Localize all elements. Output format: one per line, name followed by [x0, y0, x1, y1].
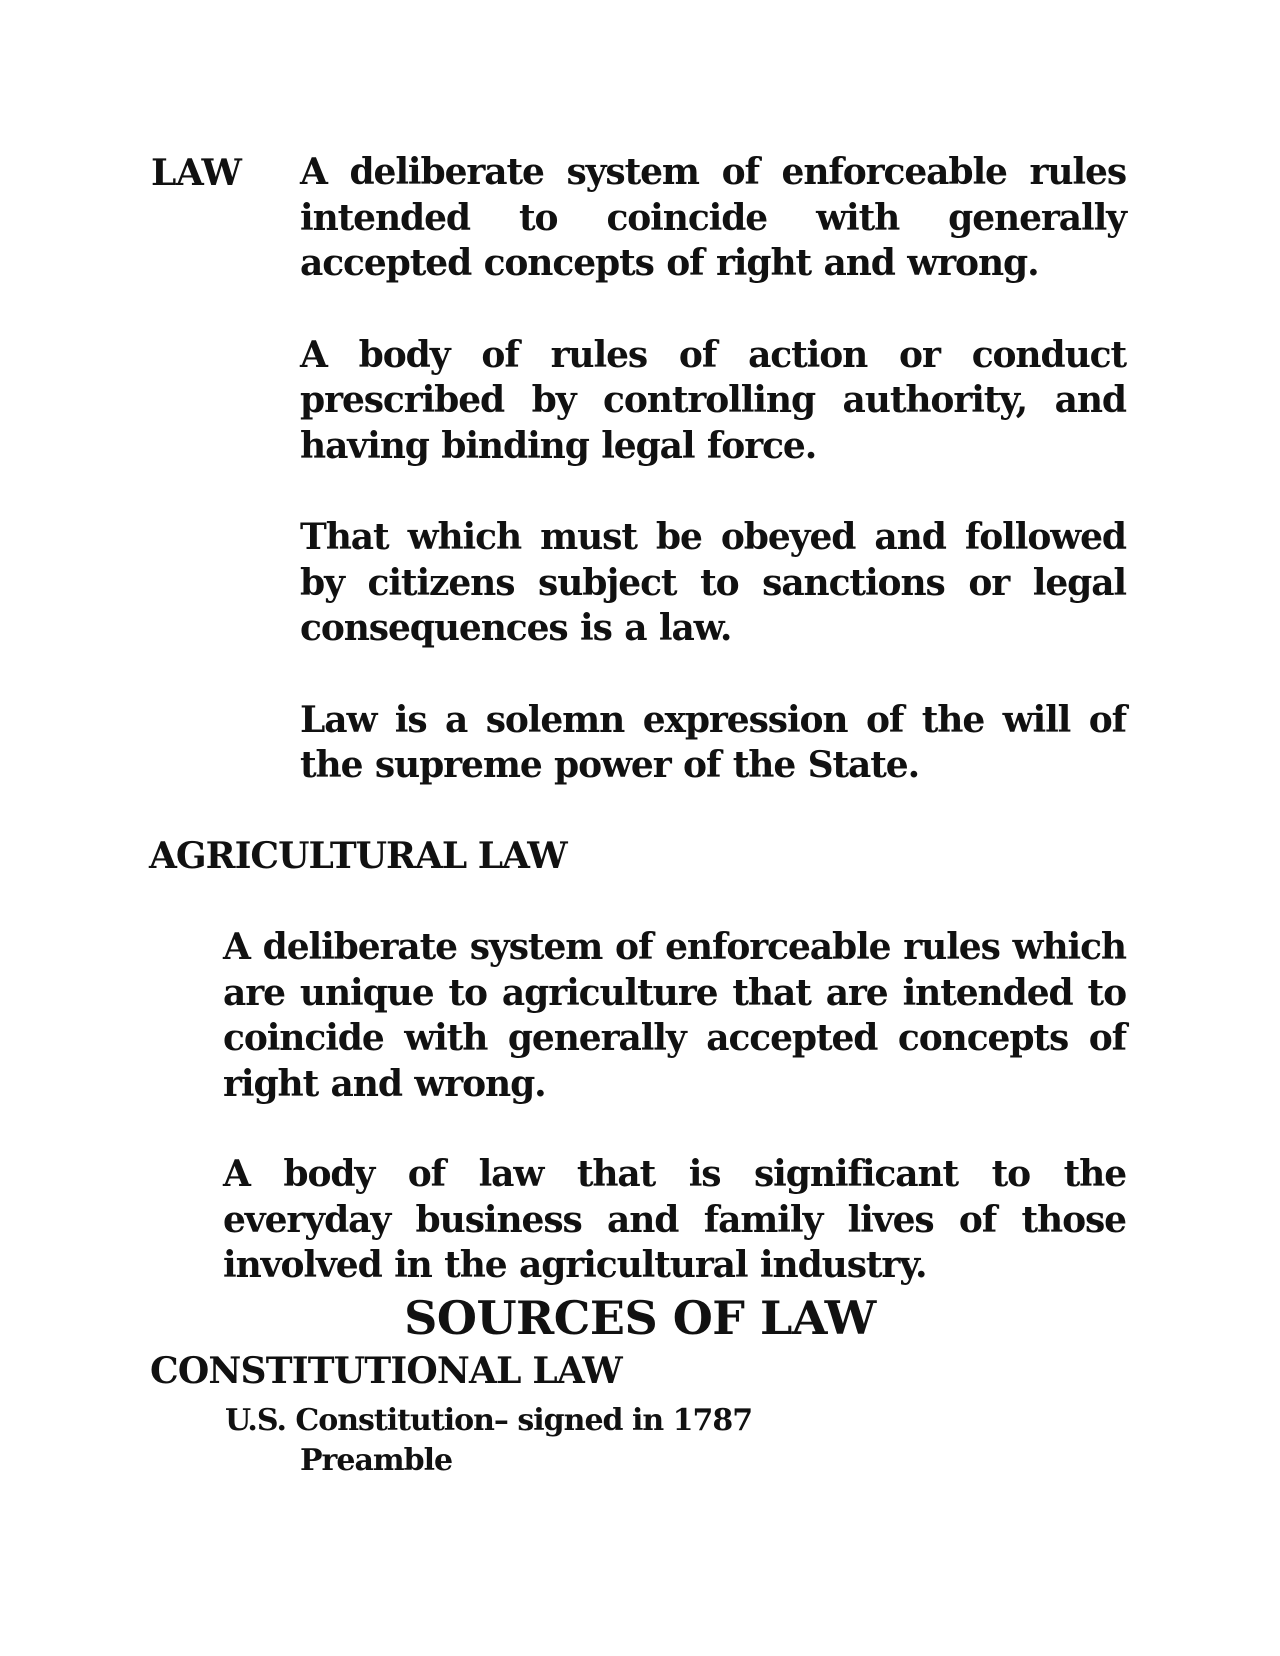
agricultural-law-definitions — [223, 925, 1126, 1334]
us-constitution-line: U.S. Constitution– signed in 1787 — [225, 1403, 753, 1438]
agricultural-law-heading: AGRICULTURAL LAW — [149, 835, 567, 877]
agricultural-law-definition-1: A deliberate system of enforceable rules which are unique to agriculture that are intended to coincide with generally accepted concepts of right and wrong. — [223, 926, 1126, 1105]
law-definition-2: A body of rules of action or conduct prescribed by controlling authority, and having binding legal force. — [300, 333, 1126, 467]
agricultural-law-definition-2: A body of law that is significant to the everyday business and family lives of those involved in the agricultural industry. — [223, 1153, 1126, 1286]
constitutional-law-heading: CONSTITUTIONAL LAW — [150, 1350, 622, 1392]
preamble-item: Preamble — [300, 1443, 453, 1478]
law-definitions — [300, 150, 1126, 835]
law-definition-3: That which must be obeyed and followed by citizens subject to sanctions or legal consequences is a law. — [300, 516, 1126, 649]
law-definition-4: Law is a solemn expression of the will of the supreme power of the State. — [300, 698, 1126, 786]
law-term: LAW — [151, 152, 242, 194]
sources-of-law-title: SOURCES OF LAW — [404, 1291, 876, 1345]
law-definition-1: A deliberate system of enforceable rules intended to coincide with generally accepted concepts of right and wrong. — [300, 151, 1126, 284]
